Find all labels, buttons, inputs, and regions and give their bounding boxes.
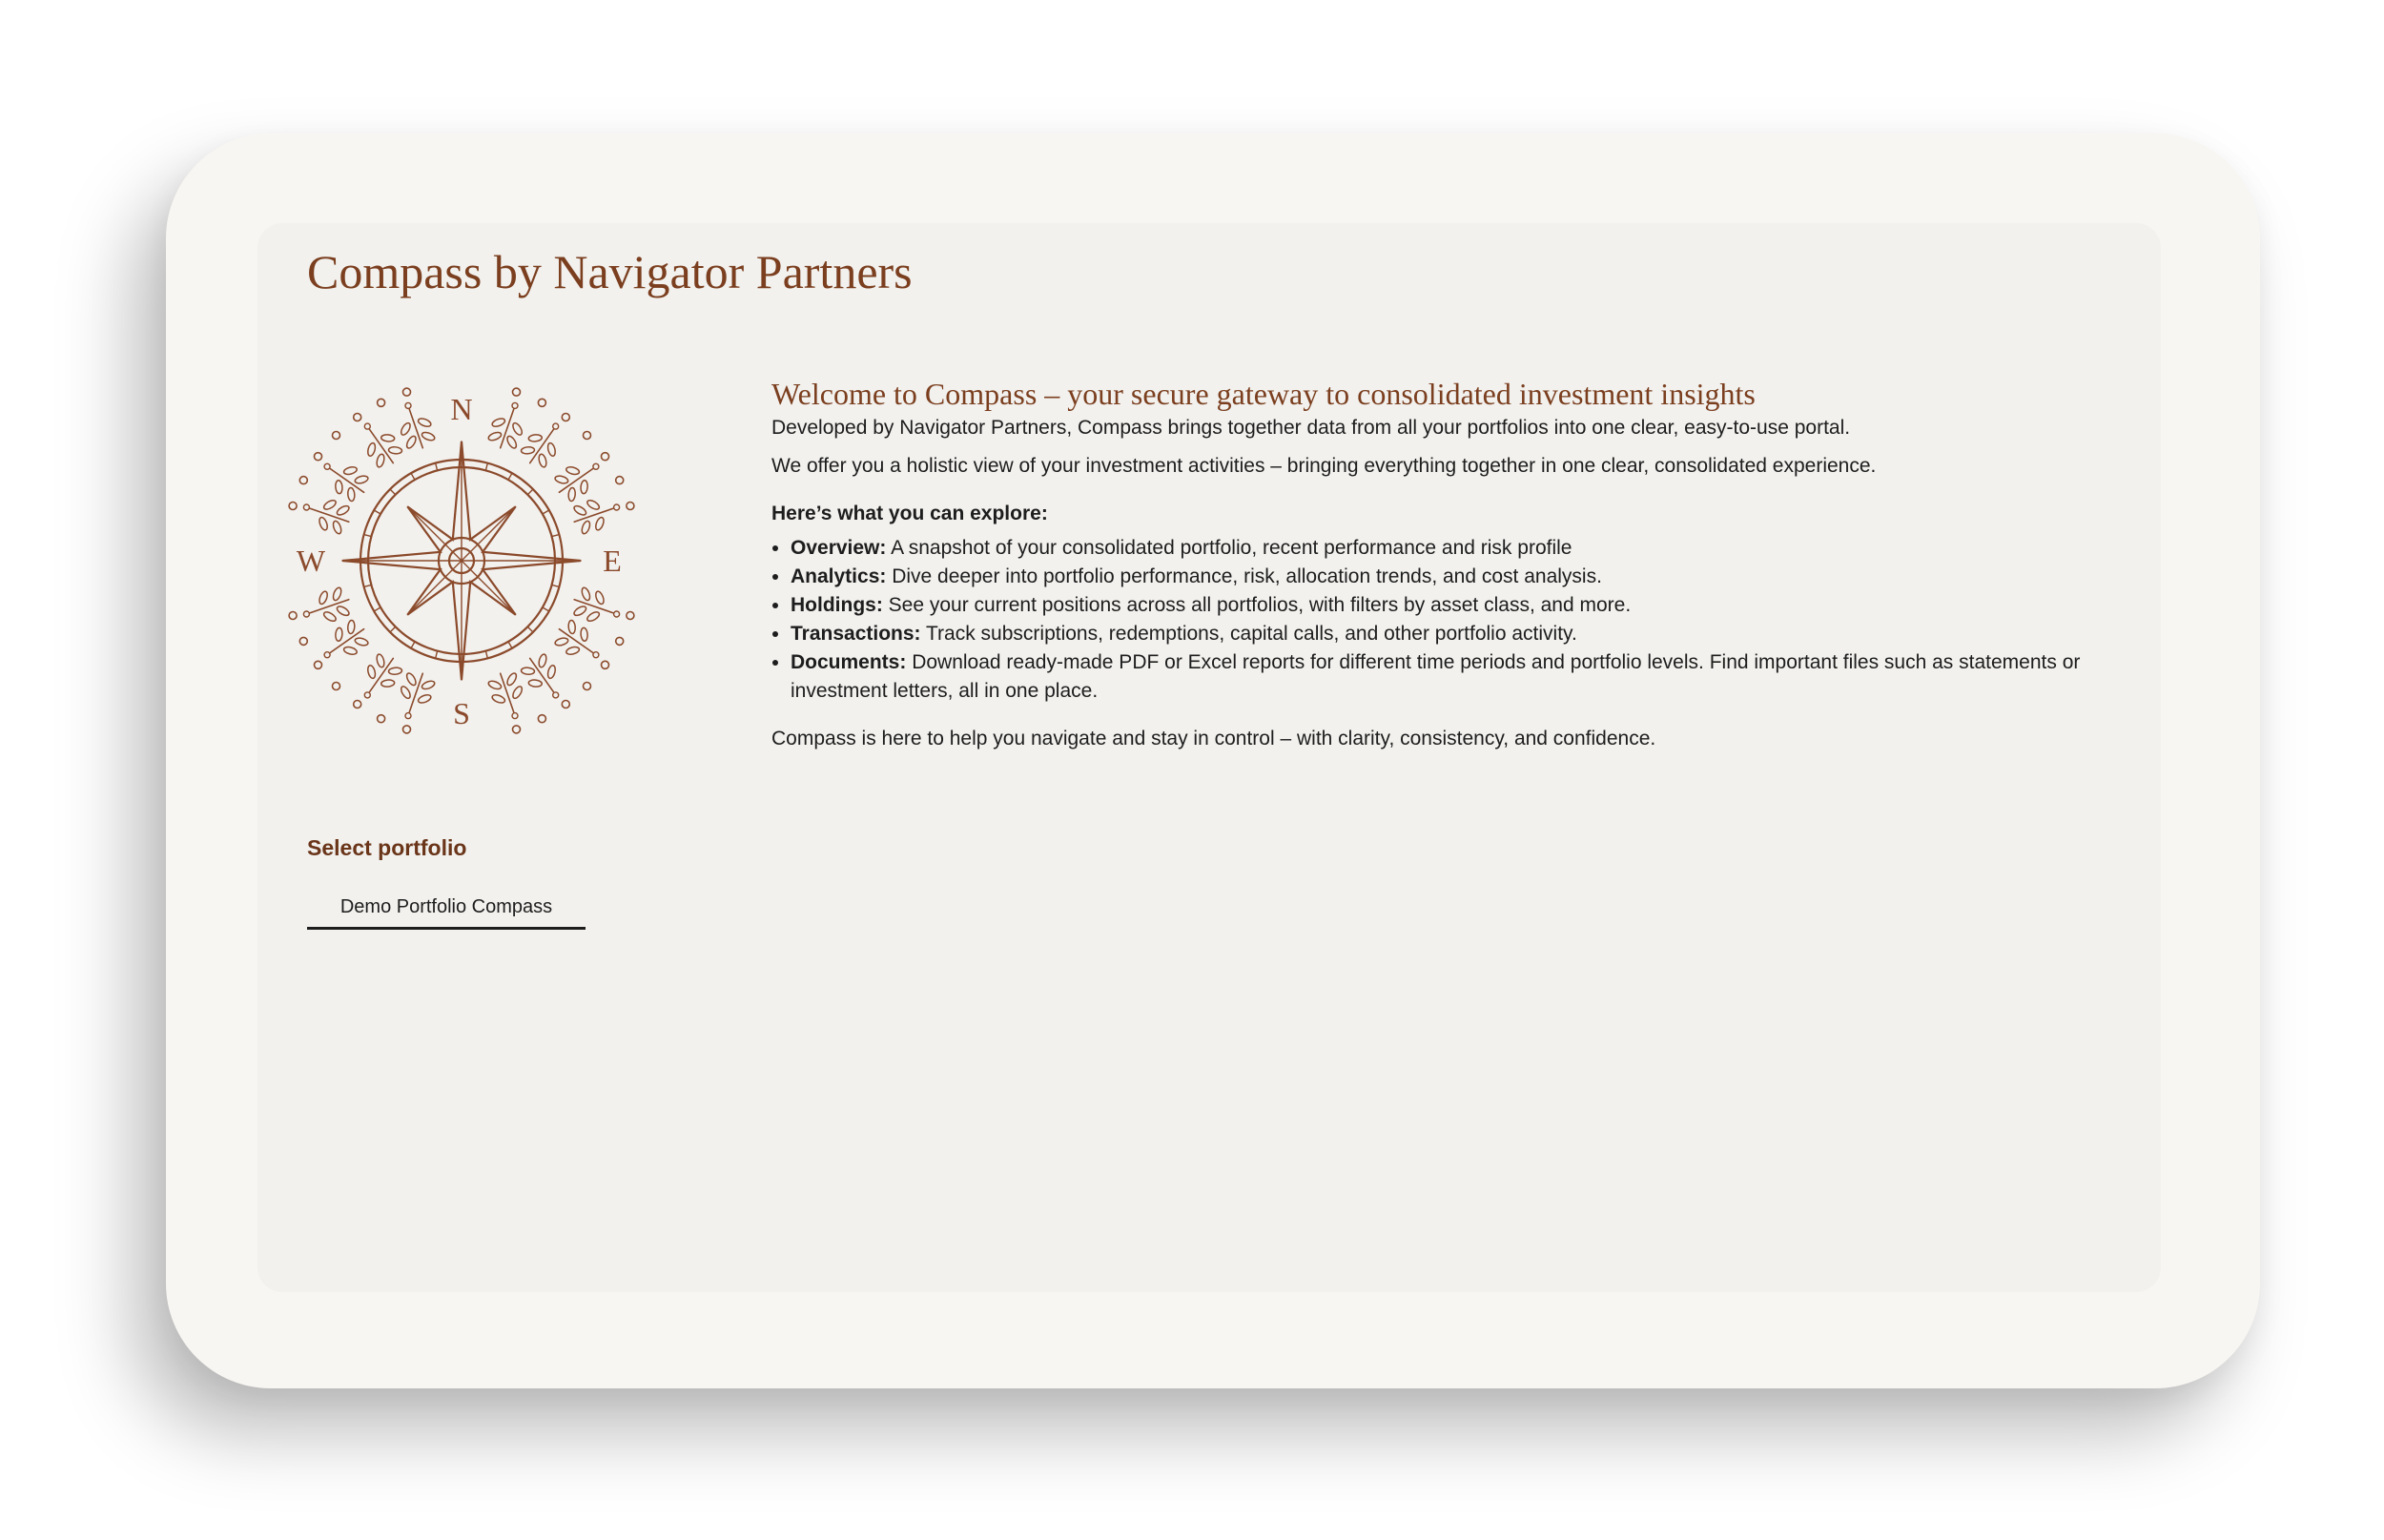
feature-label: Transactions: (791, 623, 921, 646)
welcome-heading: Welcome to Compass – your secure gateway to consolidated investment insights (771, 377, 1756, 411)
feature-text: Track subscriptions, redemptions, capital calls, and other portfolio activity. (920, 623, 1577, 646)
feature-item-analytics (791, 563, 2107, 591)
feature-label: Holdings: (791, 594, 883, 617)
intro-paragraph: Developed by Navigator Partners, Compass brings together data from all your portfolios into one clear, easy-to-use portal. (771, 417, 1851, 440)
feature-label: Analytics: (791, 565, 887, 588)
feature-item-holdings (791, 591, 2107, 620)
compass-south-label: S (453, 696, 470, 730)
compass-west-label: W (296, 544, 326, 578)
feature-item-documents (791, 648, 2107, 706)
app-screen (257, 223, 2161, 1292)
portfolio-select[interactable]: Demo Portfolio Compass (307, 887, 586, 930)
select-portfolio-label: Select portfolio (307, 835, 467, 860)
feature-item-overview (791, 534, 2107, 563)
closing-paragraph: Compass is here to help you navigate and stay in control – with clarity, consistency, and confidence. (771, 728, 1656, 750)
holistic-paragraph: We offer you a holistic view of your investment activities – bringing everything together in one clear, consolidated experience. (771, 455, 1877, 478)
page-title: Compass by Navigator Partners (307, 245, 913, 298)
feature-text: Dive deeper into portfolio performance, risk, allocation trends, and cost analysis. (886, 565, 1602, 588)
feature-label: Overview: (791, 537, 887, 560)
compass-north-label: N (450, 392, 473, 426)
explore-heading: Here’s what you can explore: (771, 503, 1048, 525)
feature-item-transactions (791, 620, 2107, 648)
compass-rose-icon (271, 370, 652, 751)
feature-text: See your current positions across all portfolios, with filters by asset class, and more. (882, 594, 1632, 617)
feature-text: Download ready-made PDF or Excel reports for different time periods and portfolio levels. Find important files such as statements or investment letters, all in one place. (791, 651, 2081, 703)
feature-text: A snapshot of your consolidated portfolio, recent performance and risk profile (886, 537, 1572, 560)
feature-label: Documents: (791, 651, 907, 674)
feature-list (771, 534, 2107, 706)
welcome-section (771, 376, 2107, 753)
compass-east-label: E (603, 544, 622, 578)
